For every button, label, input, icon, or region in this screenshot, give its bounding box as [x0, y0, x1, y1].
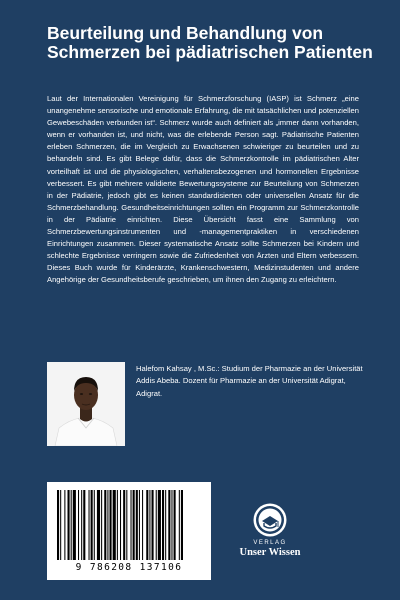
barcode-bar [94, 490, 95, 560]
barcode-bar [142, 490, 143, 560]
book-blurb: Laut der Internationalen Vereinigung für Schmerzforschung (IASP) ist Schmerz „eine unangenehme sensorische und emotionale Erfahrung, die mit tatsächlichen und potenziellen Gewebeschäden verbunden ist“. Schmerz wurde auch definiert als „immer dann vorhanden, wenn er vorhanden ist, und nicht, was die erlebende Person sagt. Pädiatrische Patienten erleben Schmerzen, die im Vergleich zu Erwachsenen schwieriger zu beurteilen und zu behandeln sind. Es gibt Belege dafür, dass die Schmerzkontrolle im pädiatrischen Alter vorteilhaft ist und die physiologischen, verhaltensbezogenen und hormonellen Ergebnisse verbessert. Es gibt mehrere validierte Bewertungssysteme zur Beurteilung von Schmerzen in der Pädiatrie, jedoch gibt es keinen standardisierten oder universellen Ansatz für die Schmerzbehandlung. Gesundheitseinrichtungen sollten ein Programm zur Schmerzkontrolle in der Pädiatrie einrichten. Diese Übersicht fasst eine Sammlung von Schmerzbewertungsinstrumenten und -managementpraktiken in verschiedenen Einrichtungen zusammen. Dieser systematische Ansatz sollte Schmerzen bei Kindern und schlechte Ergebnisse verringern sowie die Zufriedenheit von Ärzten und Eltern verbessern. Dieses Buch wurde für Kinderärzte, Krankenschwestern, Medizinstudenten und andere Angehörige der Gesundheitsberufe geschrieben, um ihnen den Zugang zu erleichtern. [47, 94, 359, 285]
isbn-digits: 9 786208 137106 [75, 562, 183, 573]
barcode-bar [68, 490, 70, 560]
author-photo [47, 362, 125, 446]
barcode-bar [152, 490, 154, 560]
barcode-bar [168, 490, 170, 560]
barcode-bar [83, 490, 85, 560]
barcode-bar [158, 490, 161, 560]
barcode-bar [139, 490, 140, 560]
book-title: Beurteilung und Behandlung von Schmerzen bei pädiatrischen Patienten [47, 23, 373, 62]
barcode-bar [60, 490, 61, 560]
publisher-logo [226, 502, 314, 558]
barcode-bar [73, 490, 76, 560]
barcode-bar [113, 490, 116, 560]
barcode-bar [64, 490, 65, 560]
barcode-bar [107, 490, 108, 560]
barcode-bar [146, 490, 148, 560]
barcode-bar [149, 490, 150, 560]
barcode-bar [81, 490, 82, 560]
barcode-bar [162, 490, 164, 560]
publisher-emblem-icon [252, 502, 288, 538]
barcode-bar [97, 490, 100, 560]
barcode-bar [165, 490, 166, 560]
barcode-bar [126, 490, 127, 560]
barcode-bar [156, 490, 157, 560]
barcode-bar [117, 490, 118, 560]
barcode-bar [89, 490, 90, 560]
publisher-verlag-label: VERLAG [253, 540, 287, 546]
barcode-bar [136, 490, 138, 560]
barcode-bars [55, 490, 203, 562]
author-bio: Halefom Kahsay , M.Sc.: Studium der Pharmazie an der Universität Addis Abeba. Dozent für Pharmazie an der Universität Adigrat, Adigrat. [136, 364, 363, 398]
publisher-name: Unser Wissen [239, 547, 301, 558]
barcode-bar [171, 490, 172, 560]
barcode-bar [133, 490, 135, 560]
barcode-bar [104, 490, 106, 560]
barcode-bar [120, 490, 121, 560]
barcode-bar [101, 490, 102, 560]
barcode-bar [110, 490, 112, 560]
barcode-bar [131, 490, 132, 560]
isbn-barcode [47, 482, 211, 580]
barcode-bar [123, 490, 125, 560]
barcode-bar [181, 490, 183, 560]
barcode-bar [71, 490, 72, 560]
barcode-bar [91, 490, 93, 560]
barcode-bar [179, 490, 180, 560]
barcode-bar [78, 490, 79, 560]
barcode-bar [57, 490, 59, 560]
barcode-bar [174, 490, 176, 560]
